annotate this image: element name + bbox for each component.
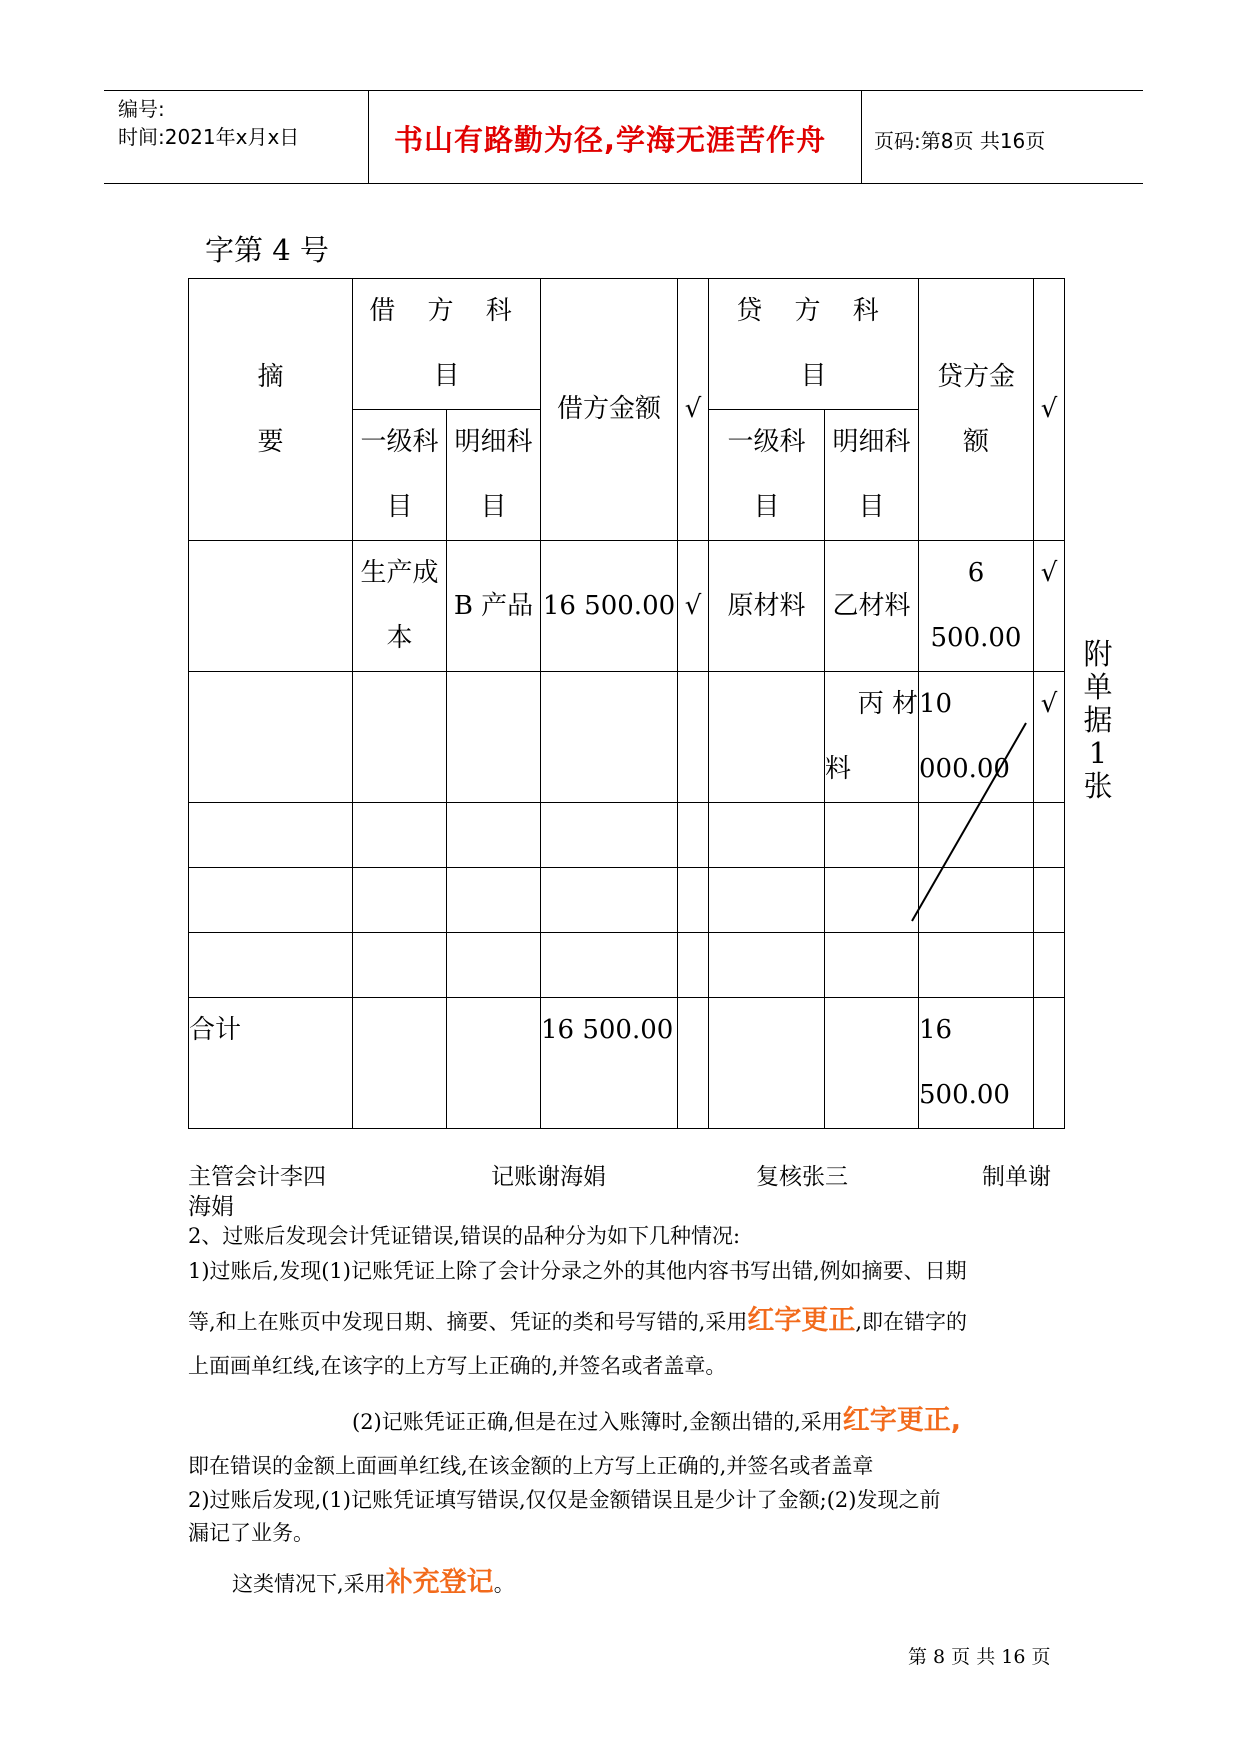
credit-check-cell: √: [1034, 672, 1065, 803]
credit-check-header: √: [1034, 279, 1065, 541]
debit-check-cell: √: [678, 541, 709, 672]
credit-subject-header: 贷 方 科 目: [709, 279, 919, 410]
signature-preparer: 制单谢: [982, 1164, 1051, 1190]
paragraph: 2)过账后发现,(1)记账凭证填写错误,仅仅是金额错误且是少计了金额;(2)发现之前: [188, 1488, 941, 1512]
paragraph: (2)记账凭证正确,但是在过入账簿时,金额出错的,采用红字更正,: [352, 1405, 962, 1436]
total-credit-amount: 16 500.00: [919, 998, 1034, 1129]
debit-detail-cell: B 产品: [447, 541, 541, 672]
cancellation-line: [900, 715, 1040, 930]
paragraph: 即在错误的金额上面画单红线,在该金额的上方写上正确的,并签名或者盖章: [188, 1454, 874, 1478]
paragraph: 漏记了业务。: [188, 1521, 314, 1545]
header-divider-left: [368, 90, 369, 184]
doc-number-label: 编号:: [118, 97, 165, 121]
table-row: [189, 933, 1065, 998]
doc-time-label: 时间:2021年x月x日: [118, 125, 300, 149]
debit-amount-header: 借方金额: [541, 279, 678, 541]
debit-level1-header: 一级科 目: [353, 410, 447, 541]
total-label: 合计: [189, 998, 353, 1129]
signature-bookkeeper: 记账谢海娟: [491, 1164, 606, 1190]
page-number-label: 页码:第8页 共16页: [874, 129, 1046, 153]
debit-level1-cell: 生产成 本: [353, 541, 447, 672]
credit-detail-header: 明细科 目: [825, 410, 919, 541]
voucher-number: 字第 4 号: [205, 233, 329, 267]
header-divider-right: [861, 90, 862, 184]
header-motto: 书山有路勤为径,学海无涯苦作舟: [394, 123, 827, 157]
signature-reviewer: 复核张三: [756, 1164, 848, 1190]
paragraph: 这类情况下,采用补充登记。: [232, 1567, 515, 1598]
credit-amount-cell: 6 500.00: [919, 541, 1034, 672]
page-footer: 第 8 页 共 16 页: [908, 1646, 1051, 1668]
paragraph: 上面画单红线,在该字的上方写上正确的,并签名或者盖章。: [188, 1354, 727, 1378]
summary-header: 摘 要: [189, 279, 353, 541]
highlight-red-correction: 红字更正: [747, 1305, 856, 1336]
debit-subject-header: 借 方 科 目: [353, 279, 541, 410]
summary-cell: [189, 541, 353, 672]
header-top-rule: [104, 90, 1143, 91]
signature-preparer-cont: 海娟: [188, 1194, 234, 1220]
debit-check-header: √: [678, 279, 709, 541]
header-bottom-rule: [104, 183, 1143, 184]
total-debit-amount: 16 500.00: [541, 998, 678, 1129]
credit-level1-cell: 原材料: [709, 541, 825, 672]
paragraph: 2、过账后发现会计凭证错误,错误的品种分为如下几种情况:: [188, 1224, 741, 1248]
credit-check-cell: √: [1034, 541, 1065, 672]
highlight-supplementary-entry: 补充登记: [385, 1567, 494, 1598]
voucher-table: [188, 278, 1065, 1129]
debit-detail-header: 明细科 目: [447, 410, 541, 541]
paragraph: 1)过账后,发现(1)记账凭证上除了会计分录之外的其他内容书写出错,例如摘要、日期: [188, 1259, 967, 1283]
paragraph: 等,和上在账页中发现日期、摘要、凭证的类和号写错的,采用红字更正,即在错字的: [188, 1305, 968, 1336]
total-row: [189, 998, 1065, 1129]
credit-detail-cell: 丙 材 料: [825, 672, 919, 803]
credit-amount-header: 贷方金 额: [919, 279, 1034, 541]
signature-supervisor: 主管会计李四: [188, 1164, 326, 1190]
debit-amount-cell: 16 500.00: [541, 541, 678, 672]
credit-detail-cell: 乙材料: [825, 541, 919, 672]
credit-amount-cell: 10 000.00: [919, 672, 1034, 803]
highlight-red-correction: 红字更正,: [842, 1405, 962, 1436]
table-row: [189, 541, 1065, 672]
attachment-note: 附 单 据 1 张: [1083, 637, 1113, 803]
credit-level1-header: 一级科 目: [709, 410, 825, 541]
